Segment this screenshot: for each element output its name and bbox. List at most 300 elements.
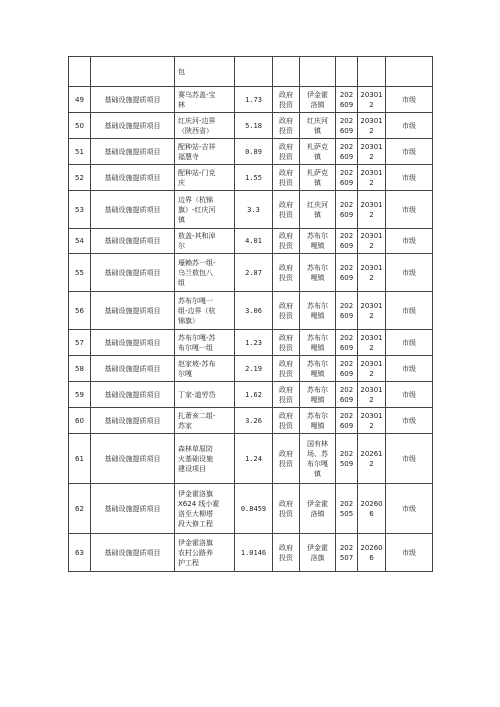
cell-line: 投资 xyxy=(279,421,293,430)
cell-line: 赛乌苏盖-宝 xyxy=(178,90,216,99)
cell-line: 札萨克 xyxy=(307,168,328,177)
project-name-cell xyxy=(175,330,235,356)
row-number: 51 xyxy=(69,139,91,165)
funding-cell xyxy=(273,534,300,572)
cell-line: 扎萧亥二组- xyxy=(178,411,216,420)
level-cell: 市级 xyxy=(386,113,433,139)
row-number: 57 xyxy=(69,330,91,356)
level-cell: 市级 xyxy=(386,191,433,229)
amount-cell: 1.55 xyxy=(235,165,273,191)
cell-line: 政府 xyxy=(279,385,293,394)
cell-line: 6 xyxy=(369,553,374,562)
table-row xyxy=(69,87,433,113)
cell-line: 旗）-红庆河 xyxy=(178,205,216,214)
cell-line: 森林草原防 xyxy=(178,444,213,453)
row-number: 55 xyxy=(69,254,91,292)
funding-cell xyxy=(273,165,300,191)
cell-line: 20301 xyxy=(360,168,383,177)
cell-line: 嘎镇 xyxy=(310,369,325,378)
cell-line: 投资 xyxy=(279,100,293,109)
cell-line: 伊金霍 xyxy=(307,543,328,552)
cell-line: 20301 xyxy=(360,385,383,394)
location-cell xyxy=(300,113,336,139)
table-row xyxy=(69,139,433,165)
category-cell: 基础设施提质项目 xyxy=(91,330,175,356)
cell-line: 护工程 xyxy=(178,558,199,567)
row-number: 54 xyxy=(69,229,91,254)
cell-line: 投资 xyxy=(279,343,293,352)
cell-line: 嘎镇 xyxy=(310,395,325,404)
cell-line: 丁家-道劳岱 xyxy=(178,390,216,399)
cell-line: 锦旗） xyxy=(178,316,199,325)
start-date-cell xyxy=(336,330,358,356)
funding-cell xyxy=(273,356,300,382)
funding-cell xyxy=(273,87,300,113)
project-table xyxy=(68,56,433,572)
category-cell: 基础设施提质项目 xyxy=(91,484,175,534)
amount-cell: 2.87 xyxy=(235,254,273,292)
cell-line: 政府 xyxy=(279,333,293,342)
cell-line: 政府 xyxy=(279,200,293,209)
end-date-cell xyxy=(358,292,386,330)
funding-cell xyxy=(273,57,300,87)
cell-line: 202 xyxy=(339,385,354,394)
location-cell xyxy=(300,382,336,408)
amount-cell: 1.24 xyxy=(235,434,273,484)
project-name-cell xyxy=(175,229,235,254)
cell-line: 红庆河 xyxy=(307,200,328,209)
cell-line: 苏布尔 xyxy=(307,232,328,240)
location-cell xyxy=(300,191,336,229)
category-cell: 基础设施提质项目 xyxy=(91,254,175,292)
amount-cell: 1.73 xyxy=(235,87,273,113)
cell-line: 赵家坡-苏布 xyxy=(178,359,216,368)
cell-line: 202 xyxy=(339,359,354,368)
cell-line: 政府 xyxy=(279,168,293,177)
cell-line: 2 xyxy=(369,152,374,161)
cell-line: 投资 xyxy=(279,273,293,282)
end-date-cell xyxy=(358,356,386,382)
row-number xyxy=(69,57,91,87)
cell-line: 20301 xyxy=(360,333,383,342)
category-cell: 基础设施提质项目 xyxy=(91,292,175,330)
category-cell: 基础设施提质项目 xyxy=(91,534,175,572)
cell-line: 509 xyxy=(339,459,354,468)
start-date-cell xyxy=(336,484,358,534)
table-row xyxy=(69,229,433,254)
cell-line: 20260 xyxy=(360,543,383,552)
cell-line: 组 xyxy=(178,278,185,287)
cell-line: 政府 xyxy=(279,411,293,420)
cell-line: 投资 xyxy=(279,210,293,219)
location-cell xyxy=(300,434,336,484)
category-cell: 基础设施提质项目 xyxy=(91,191,175,229)
table-body xyxy=(69,57,433,572)
level-cell: 市级 xyxy=(386,330,433,356)
cell-line: 投资 xyxy=(279,152,293,161)
project-name-cell xyxy=(175,165,235,191)
location-cell xyxy=(300,534,336,572)
table-row xyxy=(69,191,433,229)
cell-line: 布尔嘎一组 xyxy=(178,343,213,352)
cell-line: 嘎镇 xyxy=(310,421,325,430)
category-cell: 基础设施提质项目 xyxy=(91,356,175,382)
category-cell: 基础设施提质项目 xyxy=(91,165,175,191)
project-name-cell xyxy=(175,191,235,229)
category-cell: 基础设施提质项目 xyxy=(91,139,175,165)
cell-line: 20301 xyxy=(360,142,383,151)
funding-cell xyxy=(273,330,300,356)
funding-cell xyxy=(273,292,300,330)
cell-line: 609 xyxy=(339,100,354,109)
cell-line: 20301 xyxy=(360,301,383,310)
cell-line: 20301 xyxy=(360,411,383,420)
row-number: 63 xyxy=(69,534,91,572)
amount-cell: 0.8459 xyxy=(235,484,273,534)
project-name-cell xyxy=(175,434,235,484)
cell-line: 福慧寺 xyxy=(178,152,199,161)
cell-line: 投资 xyxy=(279,242,293,250)
project-name-cell xyxy=(175,139,235,165)
cell-line: 2 xyxy=(369,459,374,468)
cell-line: 投资 xyxy=(279,369,293,378)
row-number: 58 xyxy=(69,356,91,382)
end-date-cell xyxy=(358,165,386,191)
cell-line: 20301 xyxy=(360,90,383,99)
table-row xyxy=(69,165,433,191)
cell-line: 嘎镇 xyxy=(310,311,325,320)
cell-line: 苏布尔 xyxy=(307,263,328,272)
cell-line: 609 xyxy=(339,421,354,430)
cell-line: 202 xyxy=(339,263,354,272)
cell-line: 伊金霍 xyxy=(307,499,328,508)
cell-line: 2 xyxy=(369,421,374,430)
start-date-cell xyxy=(336,113,358,139)
end-date-cell xyxy=(358,408,386,434)
cell-line: 609 xyxy=(339,311,354,320)
project-name-cell xyxy=(175,534,235,572)
cell-line: 洛镇 xyxy=(310,100,325,109)
level-cell: 市级 xyxy=(386,87,433,113)
cell-line: 2 xyxy=(369,311,374,320)
cell-line: 609 xyxy=(339,395,354,404)
table-row xyxy=(69,330,433,356)
cell-line: 洛旗 xyxy=(310,553,325,562)
cell-line: 609 xyxy=(339,210,354,219)
table-row xyxy=(69,254,433,292)
cell-line: 投资 xyxy=(279,459,293,468)
cell-line: 伊金霍洛旗 xyxy=(178,538,213,547)
level-cell: 市级 xyxy=(386,254,433,292)
row-number: 50 xyxy=(69,113,91,139)
cell-line: 乌兰敖包八 xyxy=(178,268,213,277)
table-row xyxy=(69,292,433,330)
project-name-cell xyxy=(175,484,235,534)
document-page xyxy=(68,56,432,572)
amount-cell: 3.26 xyxy=(235,408,273,434)
end-date-cell xyxy=(358,484,386,534)
row-number: 52 xyxy=(69,165,91,191)
level-cell: 市级 xyxy=(386,484,433,534)
end-date-cell xyxy=(358,254,386,292)
end-date-cell xyxy=(358,113,386,139)
cell-line: 苏家 xyxy=(178,421,192,430)
location-cell xyxy=(300,484,336,534)
row-number: 60 xyxy=(69,408,91,434)
cell-line: 609 xyxy=(339,126,354,135)
cell-line: 507 xyxy=(339,553,354,562)
cell-line: 609 xyxy=(339,343,354,352)
cell-line: 202 xyxy=(339,116,354,125)
cell-line: 202 xyxy=(339,200,354,209)
end-date-cell xyxy=(358,229,386,254)
cell-line: 202 xyxy=(339,411,354,420)
amount-cell: 2.19 xyxy=(235,356,273,382)
cell-line: 镇 xyxy=(314,152,321,161)
funding-cell xyxy=(273,382,300,408)
start-date-cell xyxy=(336,57,358,87)
cell-line: 配种站-门克 xyxy=(178,168,216,177)
table-row xyxy=(69,356,433,382)
cell-line: 苏布尔嘎-苏 xyxy=(178,333,216,342)
amount-cell: 1.0146 xyxy=(235,534,273,572)
cell-line: 农村公路养 xyxy=(178,548,213,557)
cell-line: 镇 xyxy=(178,215,185,224)
funding-cell xyxy=(273,139,300,165)
end-date-cell xyxy=(358,57,386,87)
cell-line: 火基础设施 xyxy=(178,454,213,463)
cell-line: 红庆河-边界 xyxy=(178,116,216,125)
end-date-cell xyxy=(358,330,386,356)
location-cell xyxy=(300,292,336,330)
cell-line: 政府 xyxy=(279,543,293,552)
category-cell: 基础设施提质项目 xyxy=(91,87,175,113)
start-date-cell xyxy=(336,292,358,330)
cell-line: 202 xyxy=(339,232,354,240)
cell-line: 国有林 xyxy=(307,439,328,448)
end-date-cell xyxy=(358,382,386,408)
cell-line: X624 线小霍 xyxy=(178,499,220,508)
amount-cell: 1.62 xyxy=(235,382,273,408)
cell-line: 苏布尔 xyxy=(307,333,328,342)
cell-line: 苏布尔 xyxy=(307,359,328,368)
cell-line: 镇 xyxy=(314,469,321,478)
cell-line: 苏布尔 xyxy=(307,411,328,420)
cell-line: 202 xyxy=(339,168,354,177)
project-name-cell xyxy=(175,113,235,139)
row-number: 53 xyxy=(69,191,91,229)
cell-line: 609 xyxy=(339,178,354,187)
funding-cell xyxy=(273,254,300,292)
row-number: 61 xyxy=(69,434,91,484)
cell-line: 202 xyxy=(339,90,354,99)
start-date-cell xyxy=(336,356,358,382)
cell-line: 场、苏 xyxy=(307,449,328,458)
cell-line: 20301 xyxy=(360,116,383,125)
amount-cell: 5.18 xyxy=(235,113,273,139)
start-date-cell xyxy=(336,434,358,484)
cell-line: 政府 xyxy=(279,142,293,151)
cell-line: 嘎镇 xyxy=(310,242,325,250)
level-cell: 市级 xyxy=(386,292,433,330)
start-date-cell xyxy=(336,191,358,229)
cell-line: 609 xyxy=(339,273,354,282)
category-cell: 基础设施提质项目 xyxy=(91,382,175,408)
level-cell: 市级 xyxy=(386,534,433,572)
cell-line: 2 xyxy=(369,100,374,109)
cell-line: 2 xyxy=(369,343,374,352)
level-cell: 市级 xyxy=(386,229,433,254)
location-cell xyxy=(300,254,336,292)
level-cell: 市级 xyxy=(386,382,433,408)
funding-cell xyxy=(273,191,300,229)
table-row xyxy=(69,408,433,434)
cell-line: 2 xyxy=(369,369,374,378)
end-date-cell xyxy=(358,191,386,229)
category-cell: 基础设施提质项目 xyxy=(91,229,175,254)
cell-line: 庆 xyxy=(178,178,185,187)
cell-line: 洛镇 xyxy=(310,509,325,518)
cell-line: 边界（杭锦 xyxy=(178,195,213,204)
location-cell xyxy=(300,330,336,356)
end-date-cell xyxy=(358,534,386,572)
amount-cell: 0.89 xyxy=(235,139,273,165)
funding-cell xyxy=(273,408,300,434)
amount-cell: 4.01 xyxy=(235,229,273,254)
amount-cell: 1.23 xyxy=(235,330,273,356)
cell-line: 投资 xyxy=(279,178,293,187)
cell-line: 政府 xyxy=(279,449,293,458)
funding-cell xyxy=(273,434,300,484)
cell-line: 2 xyxy=(369,210,374,219)
level-cell: 市级 xyxy=(386,356,433,382)
cell-line: 尔嘎 xyxy=(178,369,192,378)
start-date-cell xyxy=(336,139,358,165)
cell-line: 伊金霍 xyxy=(307,90,328,99)
cell-line: 组-边界（杭 xyxy=(178,306,216,315)
start-date-cell xyxy=(336,382,358,408)
cell-line: 政府 xyxy=(279,116,293,125)
cell-line: 202 xyxy=(339,499,354,508)
cell-line: 投资 xyxy=(279,509,293,518)
cell-line: 20261 xyxy=(360,449,383,458)
project-name-cell xyxy=(175,356,235,382)
cell-line: 镇 xyxy=(314,210,321,219)
amount-cell xyxy=(235,57,273,87)
cell-line: 伊金霍洛旗 xyxy=(178,489,213,498)
cell-line: 政府 xyxy=(279,90,293,99)
project-name-cell xyxy=(175,382,235,408)
cell-line: 投资 xyxy=(279,126,293,135)
cell-line: 建设项目 xyxy=(178,464,206,473)
cell-line: （陕西省） xyxy=(178,126,213,135)
table-row xyxy=(69,534,433,572)
cell-line: 505 xyxy=(339,509,354,518)
cell-line: 政府 xyxy=(279,232,293,240)
cell-line: 609 xyxy=(339,242,354,250)
cell-line: 2 xyxy=(369,242,374,250)
cell-line: 政府 xyxy=(279,263,293,272)
table-row xyxy=(69,484,433,534)
cell-line: 苏布尔嘎一 xyxy=(178,296,213,305)
cell-line: 嘎镇 xyxy=(310,343,325,352)
cell-line: 202 xyxy=(339,301,354,310)
cell-line: 苏布尔 xyxy=(307,385,328,394)
table-row xyxy=(69,434,433,484)
location-cell xyxy=(300,165,336,191)
cell-line: 敖盖-其和淖 xyxy=(178,232,216,240)
cell-line: 2 xyxy=(369,178,374,187)
cell-line: 政府 xyxy=(279,301,293,310)
location-cell xyxy=(300,408,336,434)
start-date-cell xyxy=(336,254,358,292)
cell-line: 202 xyxy=(339,333,354,342)
cell-line: 20301 xyxy=(360,232,383,240)
project-name-cell xyxy=(175,57,235,87)
category-cell: 基础设施提质项目 xyxy=(91,408,175,434)
start-date-cell xyxy=(336,408,358,434)
end-date-cell xyxy=(358,87,386,113)
cell-line: 嘎镇 xyxy=(310,273,325,282)
cell-line: 202 xyxy=(339,449,354,458)
end-date-cell xyxy=(358,434,386,484)
level-cell: 市级 xyxy=(386,165,433,191)
funding-cell xyxy=(273,229,300,254)
funding-cell xyxy=(273,113,300,139)
start-date-cell xyxy=(336,165,358,191)
start-date-cell xyxy=(336,534,358,572)
cell-line: 苏布尔 xyxy=(307,301,328,310)
cell-line: 壕赖苏一组- xyxy=(178,258,216,267)
cell-line: 20301 xyxy=(360,263,383,272)
cell-line: 林 xyxy=(178,100,185,109)
row-number: 62 xyxy=(69,484,91,534)
cell-line: 配种站-吉祥 xyxy=(178,142,216,151)
level-cell xyxy=(386,57,433,87)
start-date-cell xyxy=(336,229,358,254)
cell-line: 609 xyxy=(339,152,354,161)
amount-cell: 3.06 xyxy=(235,292,273,330)
cell-line: 20260 xyxy=(360,499,383,508)
cell-line: 政府 xyxy=(279,499,293,508)
category-cell: 基础设施提质项目 xyxy=(91,113,175,139)
table-row xyxy=(69,382,433,408)
level-cell: 市级 xyxy=(386,434,433,484)
location-cell xyxy=(300,356,336,382)
project-name-cell xyxy=(175,292,235,330)
project-name-cell xyxy=(175,408,235,434)
cell-line: 镇 xyxy=(314,126,321,135)
cell-line: 札萨克 xyxy=(307,142,328,151)
funding-cell xyxy=(273,484,300,534)
cell-line: 布尔嘎 xyxy=(307,459,328,468)
project-name-cell xyxy=(175,254,235,292)
location-cell xyxy=(300,139,336,165)
cell-line: 20301 xyxy=(360,200,383,209)
cell-line: 2 xyxy=(369,395,374,404)
level-cell: 市级 xyxy=(386,408,433,434)
location-cell xyxy=(300,57,336,87)
location-cell xyxy=(300,229,336,254)
cell-line: 红庆河 xyxy=(307,116,328,125)
row-number: 49 xyxy=(69,87,91,113)
cell-line: 投资 xyxy=(279,395,293,404)
cell-line: 段大修工程 xyxy=(178,519,213,528)
table-row xyxy=(69,57,433,87)
cell-line: 202 xyxy=(339,543,354,552)
row-number: 59 xyxy=(69,382,91,408)
cell-line: 609 xyxy=(339,369,354,378)
